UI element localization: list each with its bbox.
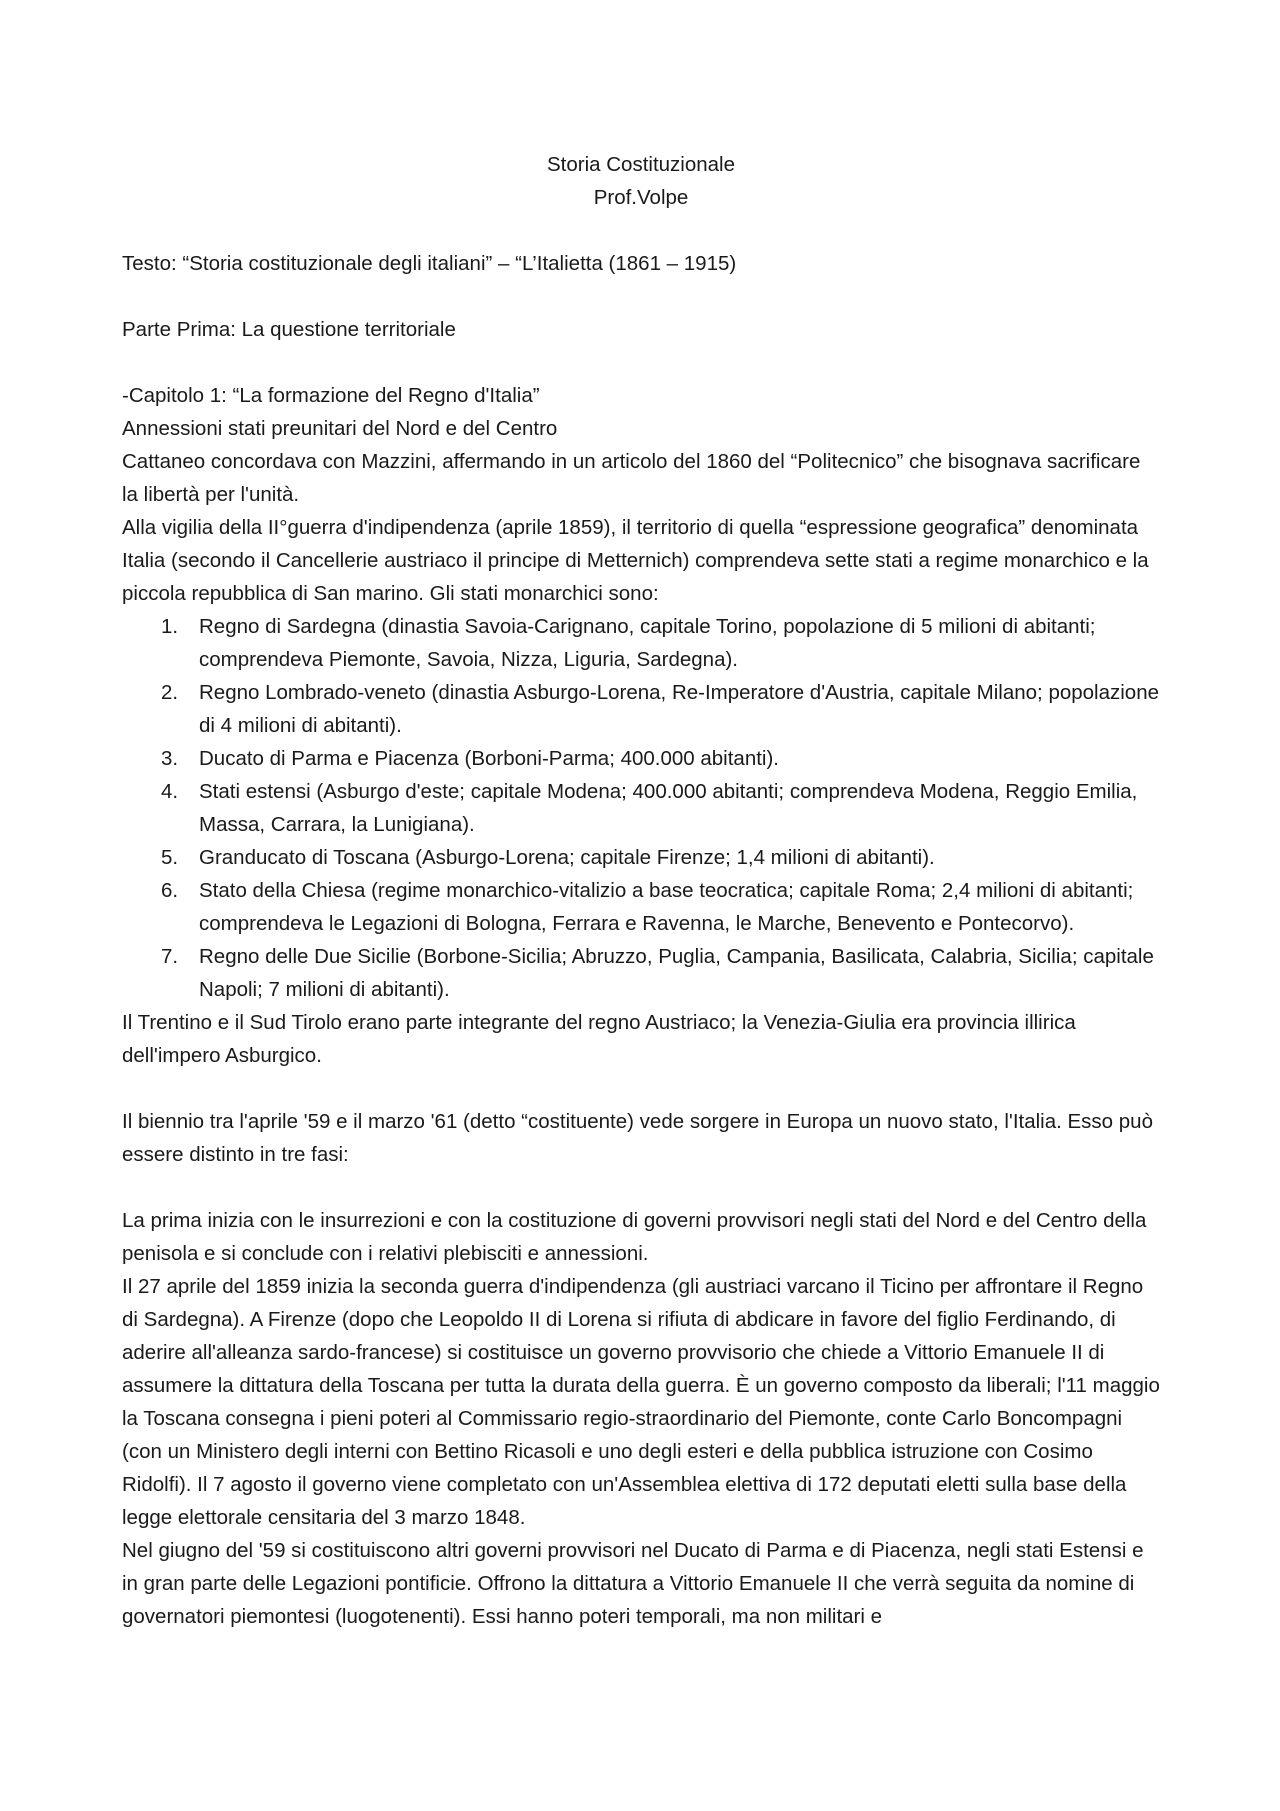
list-item (122, 940, 1160, 1006)
list-item (122, 841, 1160, 874)
list-item (122, 676, 1160, 742)
part-heading: Parte Prima: La questione territoriale (122, 318, 456, 341)
list-number: 3. (161, 747, 179, 770)
spacer (122, 214, 1160, 247)
list-number: 1. (161, 615, 179, 638)
list-item-text: Granducato di Toscana (Asburgo-Lorena; capitale Firenze; 1,4 milioni di abitanti). (199, 846, 935, 869)
list-number: 4. (161, 780, 179, 803)
list-item (122, 742, 1160, 775)
paragraph: Nel giugno del '59 si costituiscono altri governi provvisori nel Ducato di Parma e di Piacenza, negli stati Estensi e in gran parte delle Legazioni pontificie. Offrono la dittatura a Vittorio Emanuele II che verrà seguita da nomine di governatori piemontesi (luogotenenti). Essi hanno poteri temporali, ma non militari e (122, 1539, 1144, 1628)
list-number: 5. (161, 846, 179, 869)
paragraph: Il biennio tra l'aprile '59 e il marzo '61 (detto “costituente) vede sorgere in Europa un nuovo stato, l'Italia. Esso può essere distinto in tre fasi: (122, 1110, 1153, 1166)
professor-name: Prof.Volpe (593, 186, 689, 209)
text-reference: Testo: “Storia costituzionale degli italiani” – “L’Italietta (1861 – 1915) (122, 252, 737, 275)
paragraph: La prima inizia con le insurrezioni e con la costituzione di governi provvisori negli stati del Nord e del Centro della penisola e si conclude con i relativi plebisciti e annessioni. (122, 1209, 1147, 1265)
list-item-text: Regno delle Due Sicilie (Borbone-Sicilia; Abruzzo, Puglia, Campania, Basilicata, Calabria, Sicilia; capitale Napoli; 7 milioni di abitanti). (199, 945, 1154, 1001)
paragraph: Alla vigilia della II°guerra d'indipendenza (aprile 1859), il territorio di quella “espressione geografica” denominata Italia (secondo il Cancellerie austriaco il principe di Metternich) comprendeva sette stati a regime monarchico e la piccola repubblica di San marino. Gli stati monarchici sono: (122, 516, 1149, 605)
spacer (122, 346, 1160, 379)
paragraph: Il Trentino e il Sud Tirolo erano parte integrante del regno Austriaco; la Venezia-Giulia era provincia illirica dell'impero Asburgico. (122, 1011, 1076, 1067)
paragraph: Cattaneo concordava con Mazzini, affermando in un articolo del 1860 del “Politecnico” che bisognava sacrificare la libertà per l'unità. (122, 450, 1141, 506)
list-item-text: Ducato di Parma e Piacenza (Borboni-Parma; 400.000 abitanti). (199, 747, 780, 770)
spacer (122, 1072, 1160, 1105)
course-title: Storia Costituzionale (546, 153, 735, 176)
spacer (122, 1171, 1160, 1204)
spacer (122, 280, 1160, 313)
chapter-heading: -Capitolo 1: “La formazione del Regno d'Italia” (122, 384, 540, 407)
list-item-text: Stati estensi (Asburgo d'este; capitale Modena; 400.000 abitanti; comprendeva Modena, Reggio Emilia, Massa, Carrara, la Lunigiana). (199, 780, 1138, 836)
list-item (122, 775, 1160, 841)
list-number: 2. (161, 681, 179, 704)
list-number: 7. (161, 945, 179, 968)
list-item (122, 874, 1160, 940)
list-item-text: Regno di Sardegna (dinastia Savoia-Carignano, capitale Torino, popolazione di 5 milioni di abitanti; comprendeva Piemonte, Savoia, Nizza, Liguria, Sardegna). (199, 615, 1096, 671)
list-item (122, 610, 1160, 676)
states-list (122, 610, 1160, 1006)
chapter-subtitle: Annessioni stati preunitari del Nord e del Centro (122, 417, 558, 440)
list-number: 6. (161, 879, 179, 902)
list-item-text: Regno Lombrado-veneto (dinastia Asburgo-Lorena, Re-Imperatore d'Austria, capitale Milano; popolazione di 4 milioni di abitanti). (199, 681, 1160, 737)
list-item-text: Stato della Chiesa (regime monarchico-vitalizio a base teocratica; capitale Roma; 2,4 milioni di abitanti; comprendeva le Legazioni di Bologna, Ferrara e Ravenna, le Marche, Benevento e Pontecorvo). (199, 879, 1134, 935)
paragraph: Il 27 aprile del 1859 inizia la seconda guerra d'indipendenza (gli austriaci varcano il Ticino per affrontare il Regno di Sardegna). A Firenze (dopo che Leopoldo II di Lorena si rifiuta di abdicare in favore del figlio Ferdinando, di aderire all'alleanza sardo-francese) si costituisce un governo provvisorio che chiede a Vittorio Emanuele II di assumere la dittatura della Toscana per tutta la durata della guerra. È un governo composto da liberali; l'11 maggio la Toscana consegna i pieni poteri al Commissario regio-straordinario del Piemonte, conte Carlo Boncompagni (con un Ministero degli interni con Bettino Ricasoli e uno degli esteri e della pubblica istruzione con Cosimo Ridolfi). Il 7 agosto il governo viene completato con un'Assemblea elettiva di 172 deputati eletti sulla base della legge elettorale censitaria del 3 marzo 1848. (122, 1275, 1160, 1529)
